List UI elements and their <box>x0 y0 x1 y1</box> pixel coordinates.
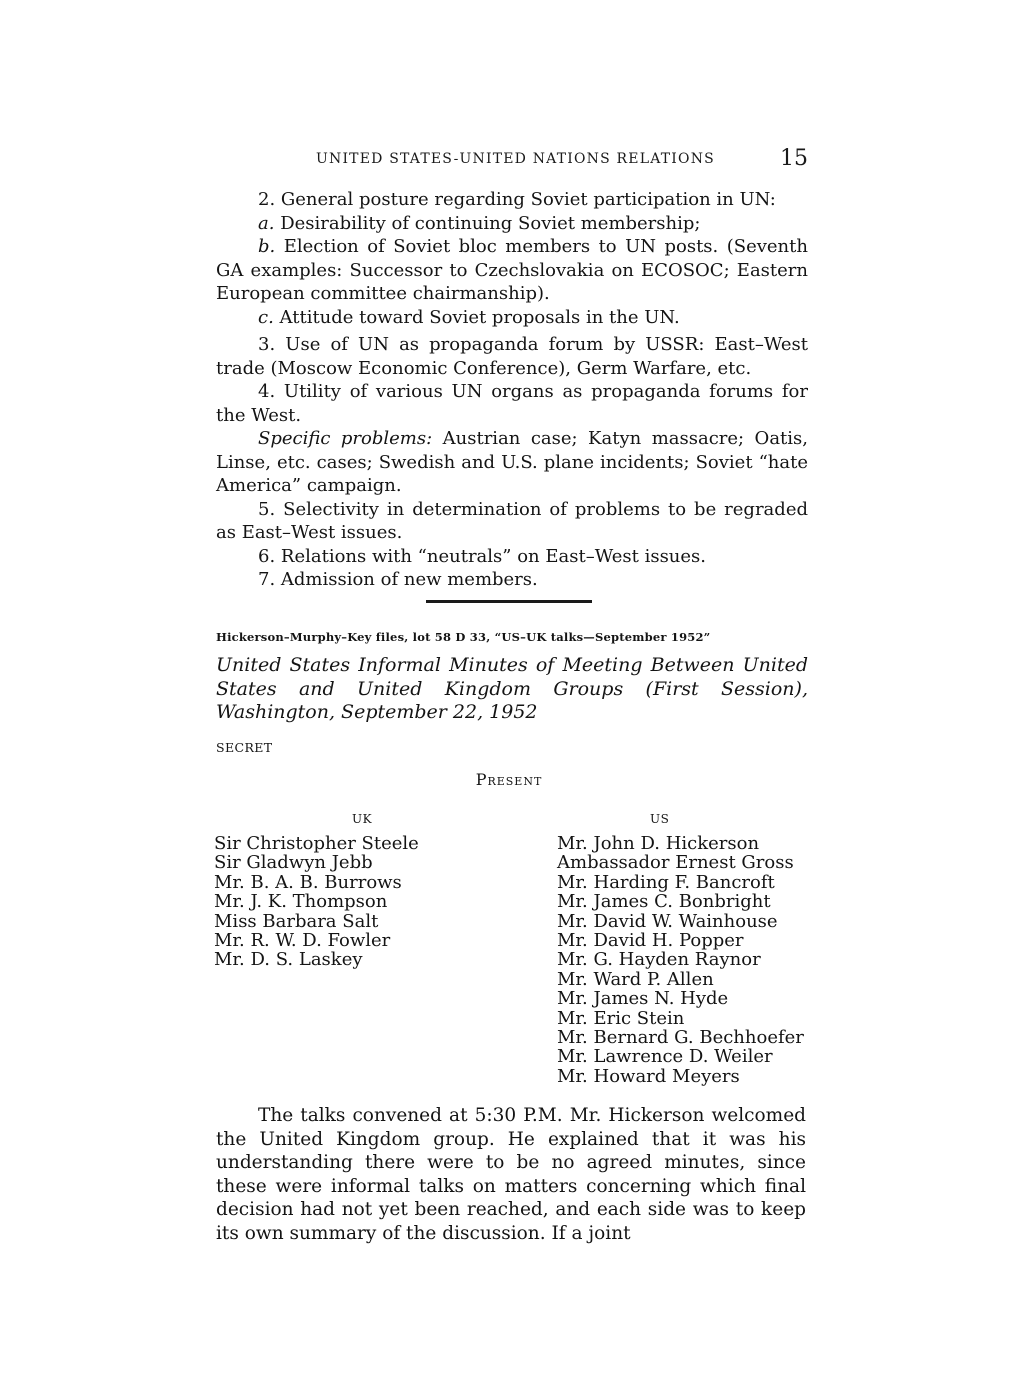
us-attendee: Mr. James N. Hyde <box>557 988 729 1010</box>
us-attendee: Mr. James C. Bonbright <box>557 891 771 913</box>
us-attendee: Mr. Lawrence D. Weiler <box>557 1046 773 1068</box>
us-attendee: Ambassador Ernest Gross <box>557 852 794 874</box>
item-4: 4. Utility of various UN organs as propaganda forums for the West. <box>216 381 808 426</box>
item-2a <box>216 212 808 236</box>
item-3: 3. Use of UN as propaganda forum by USSR: East–West trade (Moscow Economic Conference), Germ Warfare, etc. <box>216 334 808 379</box>
document-title: United States Informal Minutes of Meeting Between United States and United Kingdom Groups (First Session), Washington, September 22, 1952 <box>216 654 808 723</box>
item-2b-text: Election of Soviet bloc members to UN posts. (Seventh GA examples: Successor to Czechslovakia on ECOSOC; Eastern European committee chairmanship). <box>216 236 808 304</box>
running-head: UNITED STATES-UNITED NATIONS RELATIONS <box>316 151 715 167</box>
item-2b-label: b. <box>258 236 276 257</box>
item-7: 7. Admission of new members. <box>258 569 538 590</box>
uk-attendee: Sir Gladwyn Jebb <box>214 852 373 874</box>
uk-attendee: Sir Christopher Steele <box>214 833 419 854</box>
uk-column-heading: UK <box>352 812 373 826</box>
us-attendee: Mr. David W. Wainhouse <box>557 910 778 932</box>
specific-problems-label: Specific problems: <box>258 428 433 449</box>
uk-attendee: Mr. J. K. Thompson <box>214 891 388 913</box>
item-2a-label: a. <box>258 212 275 234</box>
uk-attendee: Miss Barbara Salt <box>214 910 379 932</box>
uk-attendee: Mr. D. S. Laskey <box>214 949 363 971</box>
closing-paragraph: The talks convened at 5:30 P.M. Mr. Hickerson welcomed the United Kingdom group. He explained that it was his understanding there were to be no agreed minutes, since these were informal talks on matters concerning which final decision had not yet been reached, and each side was to keep its own summary of the discussion. If a joint <box>216 1105 806 1244</box>
us-attendee: Mr. Eric Stein <box>557 1007 685 1029</box>
item-2b <box>216 235 808 306</box>
page-header <box>216 148 808 174</box>
present-heading: Present <box>475 770 543 789</box>
item-6: 6. Relations with “neutrals” on East–West issues. <box>258 545 707 567</box>
items-3-to-7-block <box>216 333 808 592</box>
item-5: 5. Selectivity in determination of problems to be regraded as East–West issues. <box>216 498 808 543</box>
us-attendee: Mr. John D. Hickerson <box>557 833 760 854</box>
item-2a-text: Desirability of continuing Soviet membership; <box>280 212 701 234</box>
specific-problems <box>216 427 808 498</box>
uk-attendee-list <box>214 834 419 970</box>
uk-attendee: Mr. R. W. D. Fowler <box>214 930 391 952</box>
us-attendee: Mr. Bernard G. Bechhoefer <box>557 1027 804 1049</box>
us-attendee: Mr. Harding F. Bancroft <box>557 871 775 893</box>
page-number: 15 <box>780 146 808 171</box>
us-column-heading: US <box>650 812 670 826</box>
us-attendee: Mr. Howard Meyers <box>557 1065 740 1087</box>
us-attendee-list <box>557 834 804 1086</box>
us-attendee: Mr. Ward P. Allen <box>557 968 714 990</box>
us-attendee: Mr. G. Hayden Raynor <box>557 949 761 971</box>
section-divider <box>426 600 592 603</box>
item-2c-label: c. <box>258 306 274 328</box>
item-2-block <box>216 188 808 329</box>
classification-marking: SECRET <box>216 740 273 755</box>
uk-attendee: Mr. B. A. B. Burrows <box>214 871 402 893</box>
item-2: 2. General posture regarding Soviet participation in UN: <box>258 189 776 210</box>
item-2c <box>216 306 808 330</box>
source-note: Hickerson–Murphy–Key files, lot 58 D 33, “US–UK talks—September 1952” <box>216 630 711 644</box>
item-2c-text: Attitude toward Soviet proposals in the UN. <box>279 306 680 328</box>
specific-problems-text: Austrian case; Katyn massacre; Oatis, Linse, etc. cases; Swedish and U.S. plane incidents; Soviet “hate America” campaign. <box>216 428 808 496</box>
us-attendee: Mr. David H. Popper <box>557 930 744 952</box>
